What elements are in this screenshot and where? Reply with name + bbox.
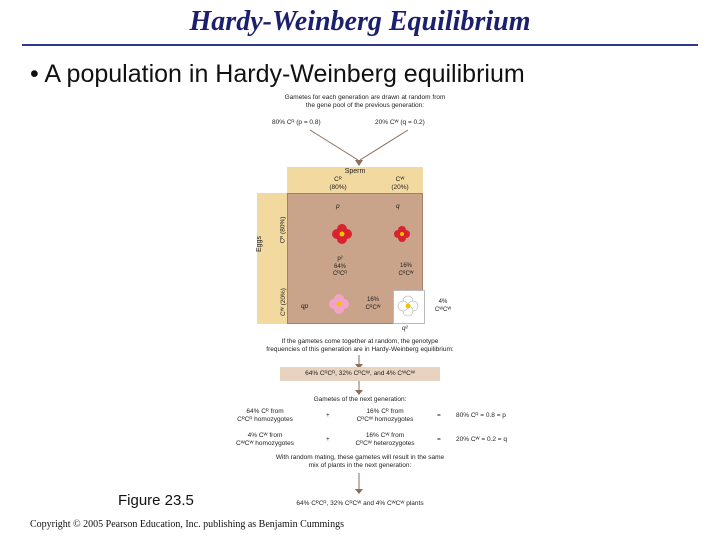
egg-cw-pct: (20%) [279,288,287,306]
cell-label-p-col: p [336,203,340,210]
rw-cell-1 [386,263,426,278]
random-mating-text [230,454,490,470]
r-from-homo-group [230,408,300,424]
random-mating-line-2: mix of plants in the next generation: [308,462,412,469]
qp-label: qp [301,303,309,310]
down-arrow-3-icon [354,473,364,495]
ww-cell [426,299,460,314]
rw-cell-2 [356,297,390,312]
sperm-cw-group [380,176,420,192]
eggs-label: Eggs [255,236,263,252]
random-union-text [210,338,510,354]
rr-pct: 64% [333,263,346,270]
gametes-intro [250,94,480,110]
allele-freq-right: 20% Cᵂ (q = 0.2) [375,119,425,126]
w-homo-label: CᵂCᵂ homozygotes [236,440,294,447]
sperm-cr-pct: (80%) [329,184,347,191]
w-from-homo-group [230,432,300,448]
r-from-het-group [345,408,425,424]
bullet-heading: • A population in Hardy-Weinberg equilibrium [30,60,525,88]
q2-label: q² [402,325,408,332]
plus-1: + [326,412,330,419]
converging-arrows [300,128,420,168]
sperm-label: Sperm [344,168,366,175]
ww-pct: 4% [438,299,448,305]
rw-pct-2: 16% [366,297,379,303]
sperm-cr-group [318,176,358,192]
r-total: 80% Cᴿ = 0.8 = p [456,412,506,419]
equals-2: = [437,436,441,443]
rw-genotype-2: CᴿCᵂ [365,304,381,311]
w-from-homo: 4% Cᵂ from [247,432,283,439]
rr-genotype: CᴿCᴿ [332,271,348,277]
allele-freq-left: 80% Cᴿ (p = 0.8) [272,119,321,126]
w-het-label: CᴿCᵂ heterozygotes [355,440,415,447]
egg-cr: Cᴿ [279,235,287,244]
w-total: 20% Cᵂ = 0.2 = q [456,436,508,443]
equals-1: = [437,412,441,419]
title-underline [22,44,698,46]
pink-flower-icon [327,292,351,316]
cell-label-q-col: q [396,203,400,210]
white-flower-icon [396,294,420,318]
sperm-cw: Cᵂ [395,176,405,183]
p2-label: p² [337,256,343,262]
random-union-line-2: frequencies of this generation are in Hardy-Weinberg equilibrium: [266,346,454,353]
r-het-label: CᴿCᵂ homozygotes [356,416,414,423]
rw-pct-1: 16% [399,263,412,269]
sperm-cw-pct: (20%) [391,184,409,191]
ww-genotype: CᵂCᵂ [434,306,452,313]
sperm-cr: Cᴿ [334,176,342,183]
red-flower-small-icon [392,224,412,244]
random-mating-line-1: With random mating, these gametes will result in the same [275,454,445,461]
next-gen-header: Gametes of the next generation: [313,396,407,403]
red-flower-icon [330,222,354,246]
figure-caption: Figure 23.5 [118,492,194,509]
r-from-homo: 64% Cᴿ from [246,408,284,415]
w-from-het-group [345,432,425,448]
final-mix: 64% CᴿCᴿ, 32% CᴿCᵂ and 4% CᵂCᵂ plants [296,500,424,507]
egg-cr-pct: (80%) [279,216,287,234]
rw-genotype-1: CᴿCᵂ [398,270,414,277]
plus-2: + [326,436,330,443]
r-from-het: 16% Cᴿ from [366,408,404,415]
genotype-summary: 64% CᴿCᴿ, 32% CᴿCᵂ, and 4% CᵂCᵂ [305,370,415,377]
random-union-line-1: If the gametes come together at random, the genotype [281,338,439,345]
w-from-het: 16% Cᵂ from [365,432,405,439]
gametes-intro-line-2: the gene pool of the previous generation: [305,102,425,109]
rr-cell [320,256,360,279]
slide-title: Hardy-Weinberg Equilibrium [189,6,531,37]
copyright-notice: Copyright © 2005 Pearson Education, Inc. publishing as Benjamin Cummings [30,519,344,530]
gametes-intro-line-1: Gametes for each generation are drawn at random from [284,94,446,101]
egg-cw: Cᵂ [279,307,287,316]
r-homo-label: CᴿCᴿ homozygotes [237,416,293,423]
down-arrow-2-icon [354,381,364,395]
